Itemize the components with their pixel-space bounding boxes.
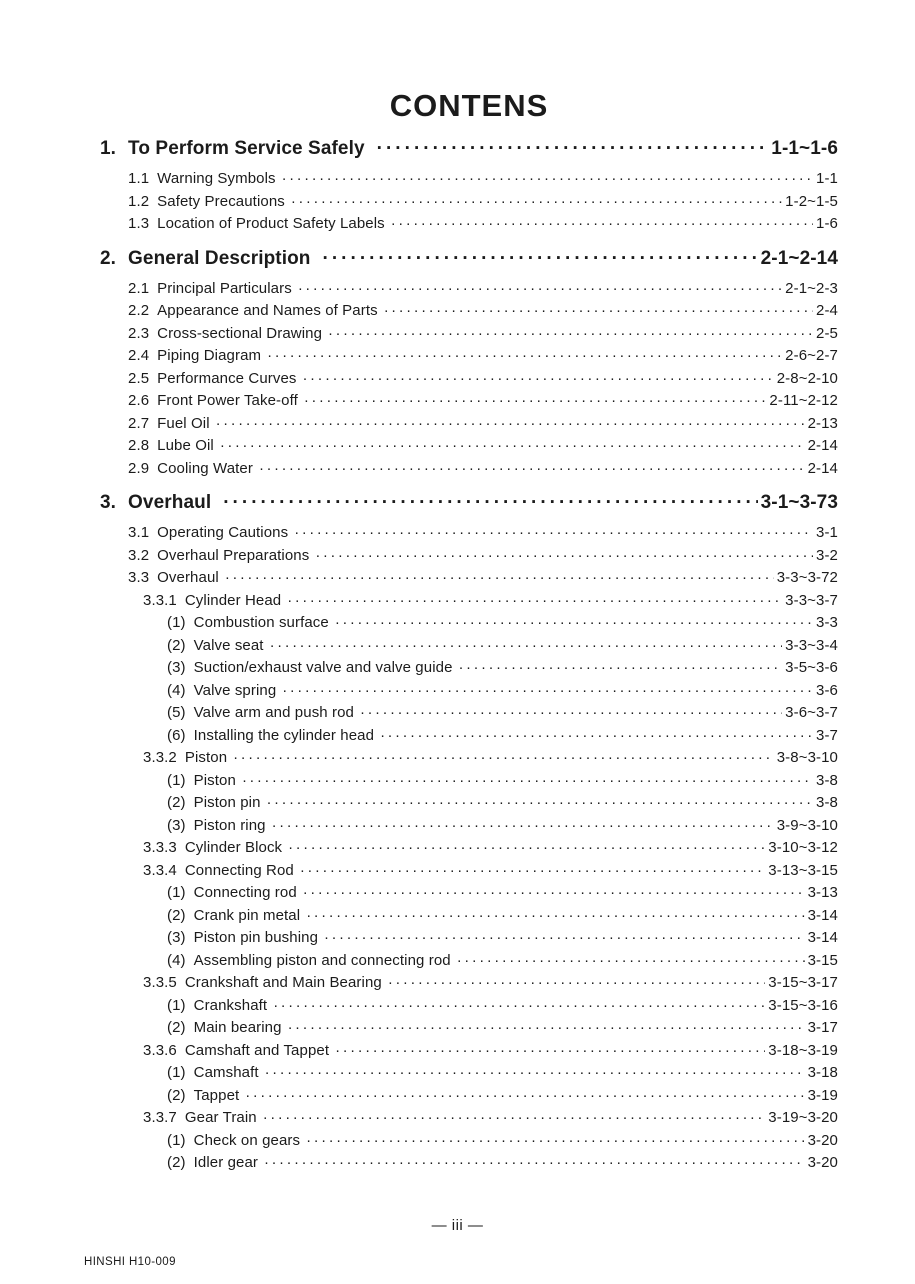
leader-dots (267, 794, 814, 811)
toc-entry-number: 2.1 (128, 279, 150, 297)
toc-entry-pages: 3-20 (807, 1154, 838, 1171)
leader-dots (304, 392, 767, 409)
toc-entry-label: Gear Train (184, 1109, 257, 1126)
toc-entry-pages: 3-5~3-6 (785, 659, 838, 676)
toc-entry (100, 437, 838, 460)
leader-dots (245, 1087, 804, 1104)
toc-entry (100, 839, 838, 862)
leader-dots (270, 637, 783, 654)
toc-entry-label: Camshaft (193, 1064, 259, 1081)
toc-entry-number: 3.3.2 (143, 749, 177, 766)
toc-entry (100, 682, 838, 705)
leader-dots (388, 974, 765, 991)
toc-entry-pages: 3-9~3-10 (776, 816, 838, 834)
toc-entry-label: Piston ring (193, 816, 266, 834)
toc-entry-number: (6) (167, 726, 186, 744)
toc-entry-pages: 2-14 (807, 437, 838, 454)
toc-entry (100, 929, 838, 952)
toc-entry (100, 952, 838, 975)
toc-entry-label: To Perform Service Safely (128, 138, 365, 159)
leader-dots (323, 248, 758, 270)
toc-entry-label: Location of Product Safety Labels (157, 215, 385, 232)
leader-dots (298, 280, 782, 297)
toc-entry-number: (1) (167, 884, 186, 901)
toc-entry-label: Suction/exhaust valve and valve guide (193, 659, 453, 676)
toc-entry (100, 138, 838, 170)
toc-entry (100, 492, 838, 524)
toc-entry-pages: 2-14 (807, 459, 838, 477)
toc-entry (100, 1132, 838, 1155)
toc-entry (100, 1019, 838, 1042)
toc-entry-number: (3) (167, 659, 186, 676)
toc-entry-pages: 1-1~1-6 (771, 138, 838, 159)
leader-dots (267, 347, 782, 364)
toc-entry-pages: 3-3~3-4 (785, 636, 838, 654)
toc-entry-pages: 2-6~2-7 (785, 347, 838, 364)
toc-entry-pages: 3-18 (807, 1064, 838, 1081)
toc-entry-number: (1) (167, 1131, 186, 1149)
toc-entry (100, 347, 838, 370)
toc-entry (100, 974, 838, 997)
toc-entry-label: Combustion surface (193, 614, 329, 631)
leader-dots (263, 1109, 766, 1126)
toc-entry-number: 3. (100, 492, 117, 513)
toc-entry-number: (4) (167, 681, 186, 699)
footer-page-number: — iii — (431, 1217, 484, 1234)
toc-entry-pages: 1-1 (816, 170, 838, 187)
toc-entry-number: (2) (167, 1019, 186, 1036)
toc-entry-number: 2.9 (128, 459, 150, 477)
toc-entry-pages: 3-3 (816, 614, 838, 631)
toc-entry (100, 569, 838, 592)
toc-entry-pages: 3-14 (807, 929, 838, 946)
leader-dots (288, 1019, 805, 1036)
leader-dots (328, 325, 813, 342)
leader-dots (459, 659, 783, 676)
toc-entry-pages: 3-19 (807, 1086, 838, 1104)
toc-entry-label: Camshaft and Tappet (184, 1041, 330, 1059)
toc-entry (100, 280, 838, 303)
leader-dots (291, 193, 782, 210)
toc-entry-pages: 2-13 (807, 414, 838, 432)
toc-entry (100, 215, 838, 238)
toc-entry-pages: 3-3~3-72 (776, 569, 838, 586)
toc-entry-label: Lube Oil (157, 437, 214, 454)
toc-entry-number: (1) (167, 1064, 186, 1081)
toc-entry-number: 2. (100, 247, 117, 269)
leader-dots (315, 547, 813, 564)
leader-dots (380, 727, 813, 744)
toc-entry-label: Crankshaft and Main Bearing (184, 974, 382, 991)
toc-entry-number: (3) (167, 929, 186, 946)
leader-dots (216, 415, 805, 432)
toc-entry-label: Overhaul Preparations (157, 546, 310, 564)
toc-entry-label: Appearance and Names of Parts (157, 302, 378, 319)
toc-entry-label: Operating Cautions (157, 524, 289, 541)
toc-entry-pages: 3-13 (807, 884, 838, 901)
toc-entry-pages: 3-15 (807, 951, 838, 969)
toc-entry-label: Tappet (193, 1086, 240, 1104)
footer-doc-code: HINSHI H10-009 (84, 1256, 176, 1268)
toc-entry-number: 3.3.4 (143, 861, 177, 879)
toc-entry-number: (2) (167, 1154, 186, 1171)
toc-entry-pages: 3-1 (816, 524, 838, 541)
leader-dots (335, 614, 813, 631)
leader-dots (306, 1132, 804, 1149)
leader-dots (223, 492, 757, 514)
toc-entry-pages: 3-17 (807, 1019, 838, 1036)
toc-entry-pages: 3-2 (816, 546, 838, 564)
toc-entry-number: 2.4 (128, 347, 150, 364)
toc-entry-pages: 3-20 (807, 1131, 838, 1149)
toc-entry-number: (2) (167, 1086, 186, 1104)
toc-entry (100, 1042, 838, 1065)
toc-entry-number: (1) (167, 996, 186, 1014)
leader-dots (384, 302, 813, 319)
toc-entry-number: 3.3.6 (143, 1041, 177, 1059)
page-title: CONTENS (389, 88, 549, 123)
toc-entry (100, 415, 838, 438)
toc-entry (100, 884, 838, 907)
toc-entry-label: Assembling piston and connecting rod (193, 951, 451, 969)
toc-entry-label: Cylinder Head (184, 591, 282, 609)
toc-entry-number: 3.3 (128, 569, 150, 586)
leader-dots (294, 524, 813, 541)
toc-entry-pages: 3-10~3-12 (768, 839, 838, 856)
leader-dots (272, 817, 774, 834)
toc-entry (100, 1109, 838, 1132)
toc-entry-number: (5) (167, 704, 186, 721)
toc-entry-pages: 3-8~3-10 (776, 749, 838, 766)
toc-entry-number: (1) (167, 771, 186, 789)
toc-entry-number: 1. (100, 138, 117, 159)
leader-dots (282, 170, 813, 187)
toc-entry (100, 1087, 838, 1110)
toc-entry-label: Check on gears (193, 1131, 301, 1149)
leader-dots (259, 460, 805, 477)
toc-entry-number: (4) (167, 951, 186, 969)
toc-entry (100, 248, 838, 280)
toc-entry-number: 1.1 (128, 170, 150, 187)
toc-entry (100, 997, 838, 1020)
toc-entry-label: Cooling Water (157, 459, 253, 477)
toc-entry-pages: 3-13~3-15 (768, 861, 838, 879)
toc-entry-pages: 3-19~3-20 (768, 1109, 838, 1126)
toc-entry-pages: 3-8 (816, 794, 838, 811)
toc-entry-pages: 2-8~2-10 (776, 369, 838, 387)
toc-entry-label: Installing the cylinder head (193, 726, 375, 744)
toc-entry-pages: 3-8 (816, 771, 838, 789)
toc-entry-number: 3.1 (128, 524, 150, 541)
toc-entry-pages: 2-1~2-3 (785, 279, 838, 297)
leader-dots (335, 1042, 765, 1059)
toc-entry-label: Crank pin metal (193, 906, 301, 924)
toc-entry-label: General Description (128, 247, 311, 269)
toc-entry (100, 1154, 838, 1177)
leader-dots (287, 592, 782, 609)
toc-entry-number: 2.6 (128, 392, 150, 409)
toc-entry-label: Idler gear (193, 1154, 259, 1171)
toc-entry (100, 1064, 838, 1087)
toc-entry-label: Warning Symbols (157, 170, 276, 187)
toc-entry-pages: 3-7 (816, 726, 838, 744)
toc-entry-pages: 3-18~3-19 (768, 1041, 838, 1059)
toc-entry-label: Principal Particulars (157, 279, 292, 297)
leader-dots (264, 1154, 805, 1171)
leader-dots (360, 704, 782, 721)
toc-entry-number: 1.2 (128, 192, 150, 210)
toc-entry-number: 2.2 (128, 302, 150, 319)
toc-entry-label: Performance Curves (157, 369, 297, 387)
toc-entry-pages: 3-14 (807, 906, 838, 924)
toc-entry-pages: 3-6~3-7 (785, 704, 838, 721)
toc-entry-number: 3.3.3 (143, 839, 177, 856)
toc-entry (100, 302, 838, 325)
toc-entry-number: (2) (167, 636, 186, 654)
leader-dots (225, 569, 774, 586)
toc-entry-label: Fuel Oil (157, 414, 210, 432)
leader-dots (324, 929, 805, 946)
toc-entry (100, 749, 838, 772)
toc-entry (100, 907, 838, 930)
toc-entry (100, 460, 838, 483)
toc-entry (100, 547, 838, 570)
toc-entry-number: 2.8 (128, 437, 150, 454)
toc-entry-number: 2.5 (128, 369, 150, 387)
leader-dots (306, 907, 804, 924)
toc-entry-number: 3.3.5 (143, 974, 177, 991)
toc-entry (100, 704, 838, 727)
toc-entry-number: 2.7 (128, 414, 150, 432)
toc-entry-pages: 1-6 (816, 215, 838, 232)
leader-dots (220, 437, 805, 454)
toc-entry-label: Cylinder Block (184, 839, 283, 856)
toc-entry-pages: 2-11~2-12 (769, 392, 838, 409)
toc-entry-number: (2) (167, 794, 186, 811)
toc-entry-number: 3.2 (128, 546, 150, 564)
toc-entry-label: Piston (193, 771, 236, 789)
toc-entry-number: 3.3.7 (143, 1109, 177, 1126)
leader-dots (303, 370, 774, 387)
toc-entry (100, 170, 838, 193)
toc-entry (100, 392, 838, 415)
toc-entry-pages: 1-2~1-5 (785, 192, 838, 210)
toc-entry-label: Piston pin bushing (193, 929, 319, 946)
toc-entry-pages: 2-5 (816, 324, 838, 342)
toc-entry (100, 637, 838, 660)
toc-entry (100, 193, 838, 216)
toc-entry-label: Cross-sectional Drawing (157, 324, 323, 342)
toc-entry-label: Piston (184, 749, 228, 766)
toc-entry (100, 817, 838, 840)
toc-entry-number: (3) (167, 816, 186, 834)
toc-entry (100, 614, 838, 637)
toc-entry (100, 592, 838, 615)
toc-entry-pages: 2-4 (816, 302, 838, 319)
toc-entry (100, 659, 838, 682)
leader-dots (282, 682, 813, 699)
leader-dots (457, 952, 805, 969)
leader-dots (300, 862, 765, 879)
toc-entry-pages: 3-3~3-7 (785, 591, 838, 609)
leader-dots (273, 997, 765, 1014)
leader-dots (303, 884, 805, 901)
toc-entry-number: (1) (167, 614, 186, 631)
toc-entry-label: Safety Precautions (157, 192, 285, 210)
toc-entry (100, 772, 838, 795)
toc-entry-label: Overhaul (128, 492, 212, 513)
toc-entry (100, 370, 838, 393)
toc-entry-label: Connecting rod (193, 884, 297, 901)
toc-entry-label: Valve seat (193, 636, 264, 654)
toc-entry-label: Front Power Take-off (157, 392, 298, 409)
toc-list (100, 138, 838, 1177)
toc-entry-label: Valve spring (193, 681, 277, 699)
toc-entry-label: Valve arm and push rod (193, 704, 354, 721)
leader-dots (391, 215, 813, 232)
toc-entry-label: Crankshaft (193, 996, 268, 1014)
toc-entry-label: Main bearing (193, 1019, 282, 1036)
toc-entry-label: Piston pin (193, 794, 261, 811)
toc-entry-pages: 2-1~2-14 (760, 247, 838, 269)
toc-entry-number: 2.3 (128, 324, 150, 342)
toc-entry-pages: 3-15~3-16 (768, 996, 838, 1014)
toc-entry-label: Connecting Rod (184, 861, 294, 879)
leader-dots (242, 772, 813, 789)
toc-entry-pages: 3-6 (816, 681, 838, 699)
toc-entry (100, 794, 838, 817)
leader-dots (377, 138, 769, 160)
toc-entry (100, 727, 838, 750)
toc-entry (100, 524, 838, 547)
toc-entry (100, 325, 838, 348)
leader-dots (233, 749, 774, 766)
toc-entry-number: 1.3 (128, 215, 150, 232)
leader-dots (265, 1064, 805, 1081)
toc-entry-label: Overhaul (157, 569, 219, 586)
leader-dots (288, 839, 765, 856)
toc-entry-label: Piping Diagram (157, 347, 262, 364)
toc-entry (100, 862, 838, 885)
toc-entry-number: 3.3.1 (143, 591, 177, 609)
toc-entry-number: (2) (167, 906, 186, 924)
toc-entry-pages: 3-1~3-73 (760, 492, 838, 513)
toc-entry-pages: 3-15~3-17 (768, 974, 838, 991)
